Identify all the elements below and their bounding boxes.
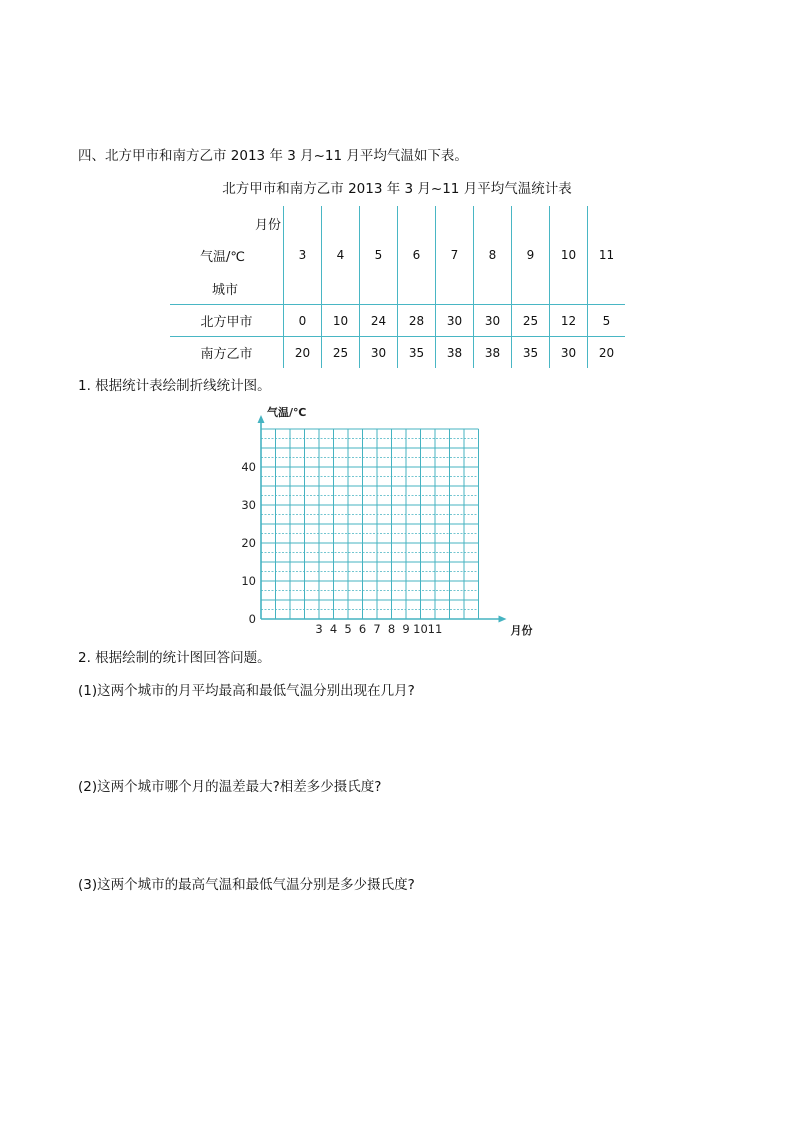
y-axis-title: 气温/℃ (267, 406, 307, 419)
month-cell: 9 (512, 206, 550, 305)
temp-cell: 5 (588, 305, 626, 337)
table-row (170, 305, 625, 337)
city-label: 北方甲市 (170, 305, 284, 337)
temperature-table (170, 206, 625, 368)
x-axis-title: 月份 (510, 624, 533, 637)
question-2-1: (1)这两个城市的月平均最高和最低气温分别出现在几月? (78, 683, 415, 699)
temp-cell: 30 (474, 305, 512, 337)
y-tick-label: 40 (241, 460, 256, 474)
month-cell: 3 (284, 206, 322, 305)
section-heading: 四、北方甲市和南方乙市 2013 年 3 月~11 月平均气温如下表。 (78, 148, 468, 164)
question-2-2: (2)这两个城市哪个月的温差最大?相差多少摄氏度? (78, 779, 382, 795)
temp-cell: 12 (550, 305, 588, 337)
temp-cell: 35 (512, 337, 550, 369)
temp-cell: 30 (360, 337, 398, 369)
header-temp-label: 气温/℃ (200, 250, 245, 265)
x-tick-label: 7 (373, 622, 381, 636)
month-cell: 10 (550, 206, 588, 305)
temp-cell: 25 (322, 337, 360, 369)
month-cell: 5 (360, 206, 398, 305)
x-tick-label: 11 (427, 622, 443, 636)
temp-cell: 38 (436, 337, 474, 369)
temp-cell: 38 (474, 337, 512, 369)
y-tick-label: 0 (248, 612, 256, 626)
month-cell: 11 (598, 248, 615, 262)
question-2: 2. 根据绘制的统计图回答问题。 (78, 650, 271, 666)
x-tick-label: 6 (358, 622, 367, 636)
blank-line-chart (225, 400, 565, 645)
x-axis-arrow (499, 616, 507, 623)
question-1: 1. 根据统计表绘制折线统计图。 (78, 378, 271, 394)
temp-cell: 30 (436, 305, 474, 337)
table-title: 北方甲市和南方乙市 2013 年 3 月~11 月平均气温统计表 (222, 181, 572, 197)
temp-cell: 10 (322, 305, 360, 337)
table-row (170, 337, 625, 369)
temp-cell: 20 (284, 337, 322, 369)
header-city-label: 城市 (212, 283, 239, 298)
y-tick-label: 20 (241, 536, 256, 550)
temp-cell: 20 (588, 337, 626, 369)
table-header-row (170, 206, 625, 305)
temp-cell: 30 (550, 337, 588, 369)
x-tick-label: 9 (402, 622, 410, 636)
y-tick-label: 30 (241, 498, 256, 512)
header-month-label: 月份 (254, 218, 281, 233)
temp-cell: 0 (284, 305, 322, 337)
x-tick-label: 8 (387, 622, 396, 636)
x-tick-label: 5 (344, 622, 352, 636)
x-tick-label: 10 (413, 622, 428, 636)
city-label: 南方乙市 (170, 337, 284, 369)
month-cell: 8 (474, 206, 512, 305)
x-tick-label: 4 (329, 622, 338, 636)
month-cell: 6 (398, 206, 436, 305)
temp-cell: 25 (512, 305, 550, 337)
x-tick-label: 3 (315, 622, 323, 636)
temp-cell: 35 (398, 337, 436, 369)
table-diagonal-header (170, 206, 284, 305)
month-cell: 4 (322, 206, 360, 305)
question-2-3: (3)这两个城市的最高气温和最低气温分别是多少摄氏度? (78, 877, 415, 893)
month-cell: 7 (436, 206, 474, 305)
y-tick-label: 10 (241, 574, 256, 588)
y-axis-arrow (258, 415, 265, 423)
temp-cell: 28 (398, 305, 436, 337)
temp-cell: 24 (360, 305, 398, 337)
